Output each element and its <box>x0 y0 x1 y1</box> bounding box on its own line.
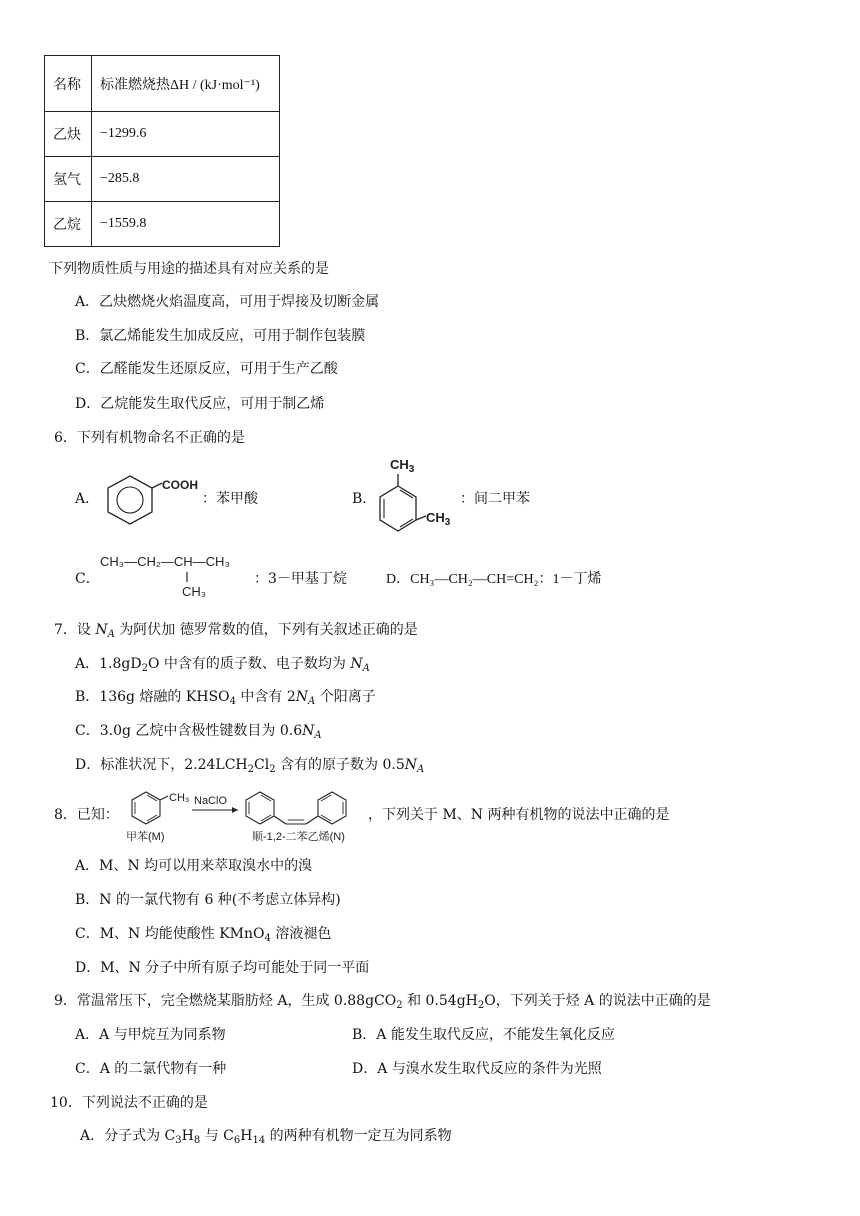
row-name: 乙炔 <box>45 112 92 157</box>
ch3-right: CH <box>426 510 445 525</box>
q7-stem: 7．设 $N_A$ 为阿伏加 德罗常数的值，下列有关叙述正确的是 <box>54 622 418 640</box>
ch3-top: CH <box>390 457 409 472</box>
q6-option-a-label: A． <box>75 491 100 507</box>
q5-option-c: C．乙醛能发生还原反应，可用于生产乙酸 <box>75 361 338 377</box>
toluene-to-stilbene-scheme <box>120 788 372 844</box>
m-xylene-structure <box>372 452 472 552</box>
q7-option-a: A．$1.8gD_2O$ 中含有的质子数、电子数均为 $N_A$ <box>75 656 370 674</box>
svg-text:CH3: $CH_3$ <box>426 510 451 528</box>
q9-stem: 9．常温常压下，完全燃烧某脂肪烃 A，生成 0.88gCO$_2$ 和 $0.54gH_2O$，下列关于烃 A 的说法中正确的是 <box>54 993 711 1011</box>
header-name: 名称 <box>45 56 92 112</box>
q6-option-b-name: ：间二甲苯 <box>460 491 530 507</box>
q7-option-d: D．标准状况下，$2.24LCH_2Cl_2$ 含有的原子数为 $0.5N_A$ <box>75 757 425 775</box>
q5-option-d: D．乙烷能发生取代反应，可用于制乙烯 <box>75 396 325 412</box>
methylbutane-structure <box>100 548 260 600</box>
q7-option-c: C．3.0g 乙烷中含极性键数目为 $0.6N_A$ <box>75 723 322 741</box>
toluene-ch3: CH₃ <box>169 792 190 804</box>
q8-option-a: A．M、N 均可以用来萃取溴水中的溴 <box>75 858 313 874</box>
q7-option-b: B．136g 熔融的 $KHSO_4$ 中含有 $2N_A$ 个阳离子 <box>75 689 376 707</box>
header-value: 标准燃烧热ΔH / (kJ·mol⁻¹) <box>92 56 280 112</box>
reagent-label: NaClO <box>194 795 228 807</box>
q8-label: 8．已知： <box>54 807 119 823</box>
table-row <box>45 157 280 202</box>
row-value: −1299.6 <box>92 112 280 157</box>
row-name: 氢气 <box>45 157 92 202</box>
stilbene-name: 顺-1,2-二苯乙烯(N) <box>252 831 345 843</box>
q6-stem: 6．下列有机物命名不正确的是 <box>54 430 245 446</box>
q8-stem: ，下列关于 M、N 两种有机物的说法中正确的是 <box>368 807 670 823</box>
row-name: 乙烷 <box>45 202 92 247</box>
q6-option-b-label: B． <box>352 491 377 507</box>
q9-option-d: D．A 与溴水发生取代反应的条件为光照 <box>352 1061 602 1077</box>
svg-text:CH3: $CH_3$ <box>390 457 415 475</box>
q9-option-b: B．A 能发生取代反应，不能发生氧化反应 <box>352 1027 615 1043</box>
table-row <box>45 202 280 247</box>
cooh-label: COOH <box>162 478 198 492</box>
q5-option-a: A．乙炔燃烧火焰温度高，可用于焊接及切断金属 <box>75 294 380 310</box>
q10-stem: 10．下列说法不正确的是 <box>50 1095 208 1111</box>
q5-option-b: B．氯乙烯能发生加成反应，可用于制作包装膜 <box>75 328 366 344</box>
q9-option-a: A．A 与甲烷互为同系物 <box>75 1027 226 1043</box>
q8-option-c: C．M、N 均能使酸性 KMnO$_4$ 溶液褪色 <box>75 926 332 944</box>
q6-option-c-label: C． <box>75 571 100 587</box>
combustion-heat-table <box>44 55 280 247</box>
row-value: −1559.8 <box>92 202 280 247</box>
q5-stem: 下列物质性质与用途的描述具有对应关系的是 <box>49 261 329 277</box>
q6-option-c-name: ：3－甲基丁烷 <box>254 571 347 587</box>
q8-option-d: D．M、N 分子中所有原子均可能处于同一平面 <box>75 960 370 976</box>
table-row <box>45 112 280 157</box>
c-main-chain: CH₃—CH₂—CH—CH₃ <box>100 554 230 569</box>
table-header-row <box>45 56 280 112</box>
toluene-name: 甲苯(M) <box>126 831 165 843</box>
q8-option-b: B．N 的一氯代物有 6 种(不考虑立体异构) <box>75 892 341 908</box>
q10-option-a: A．分子式为 $C_3H_8$ 与 $C_6H_{14}$ 的两种有机物一定互为同系物 <box>80 1128 452 1146</box>
row-value: −285.8 <box>92 157 280 202</box>
c-branch: CH₃ <box>182 584 207 599</box>
q6-option-a-name: ：苯甲酸 <box>202 491 258 507</box>
q9-option-c: C．A 的二氯代物有一种 <box>75 1061 227 1077</box>
q6-option-d: D．CH₃—CH₂—CH=CH₂：1－丁烯 <box>386 572 602 587</box>
